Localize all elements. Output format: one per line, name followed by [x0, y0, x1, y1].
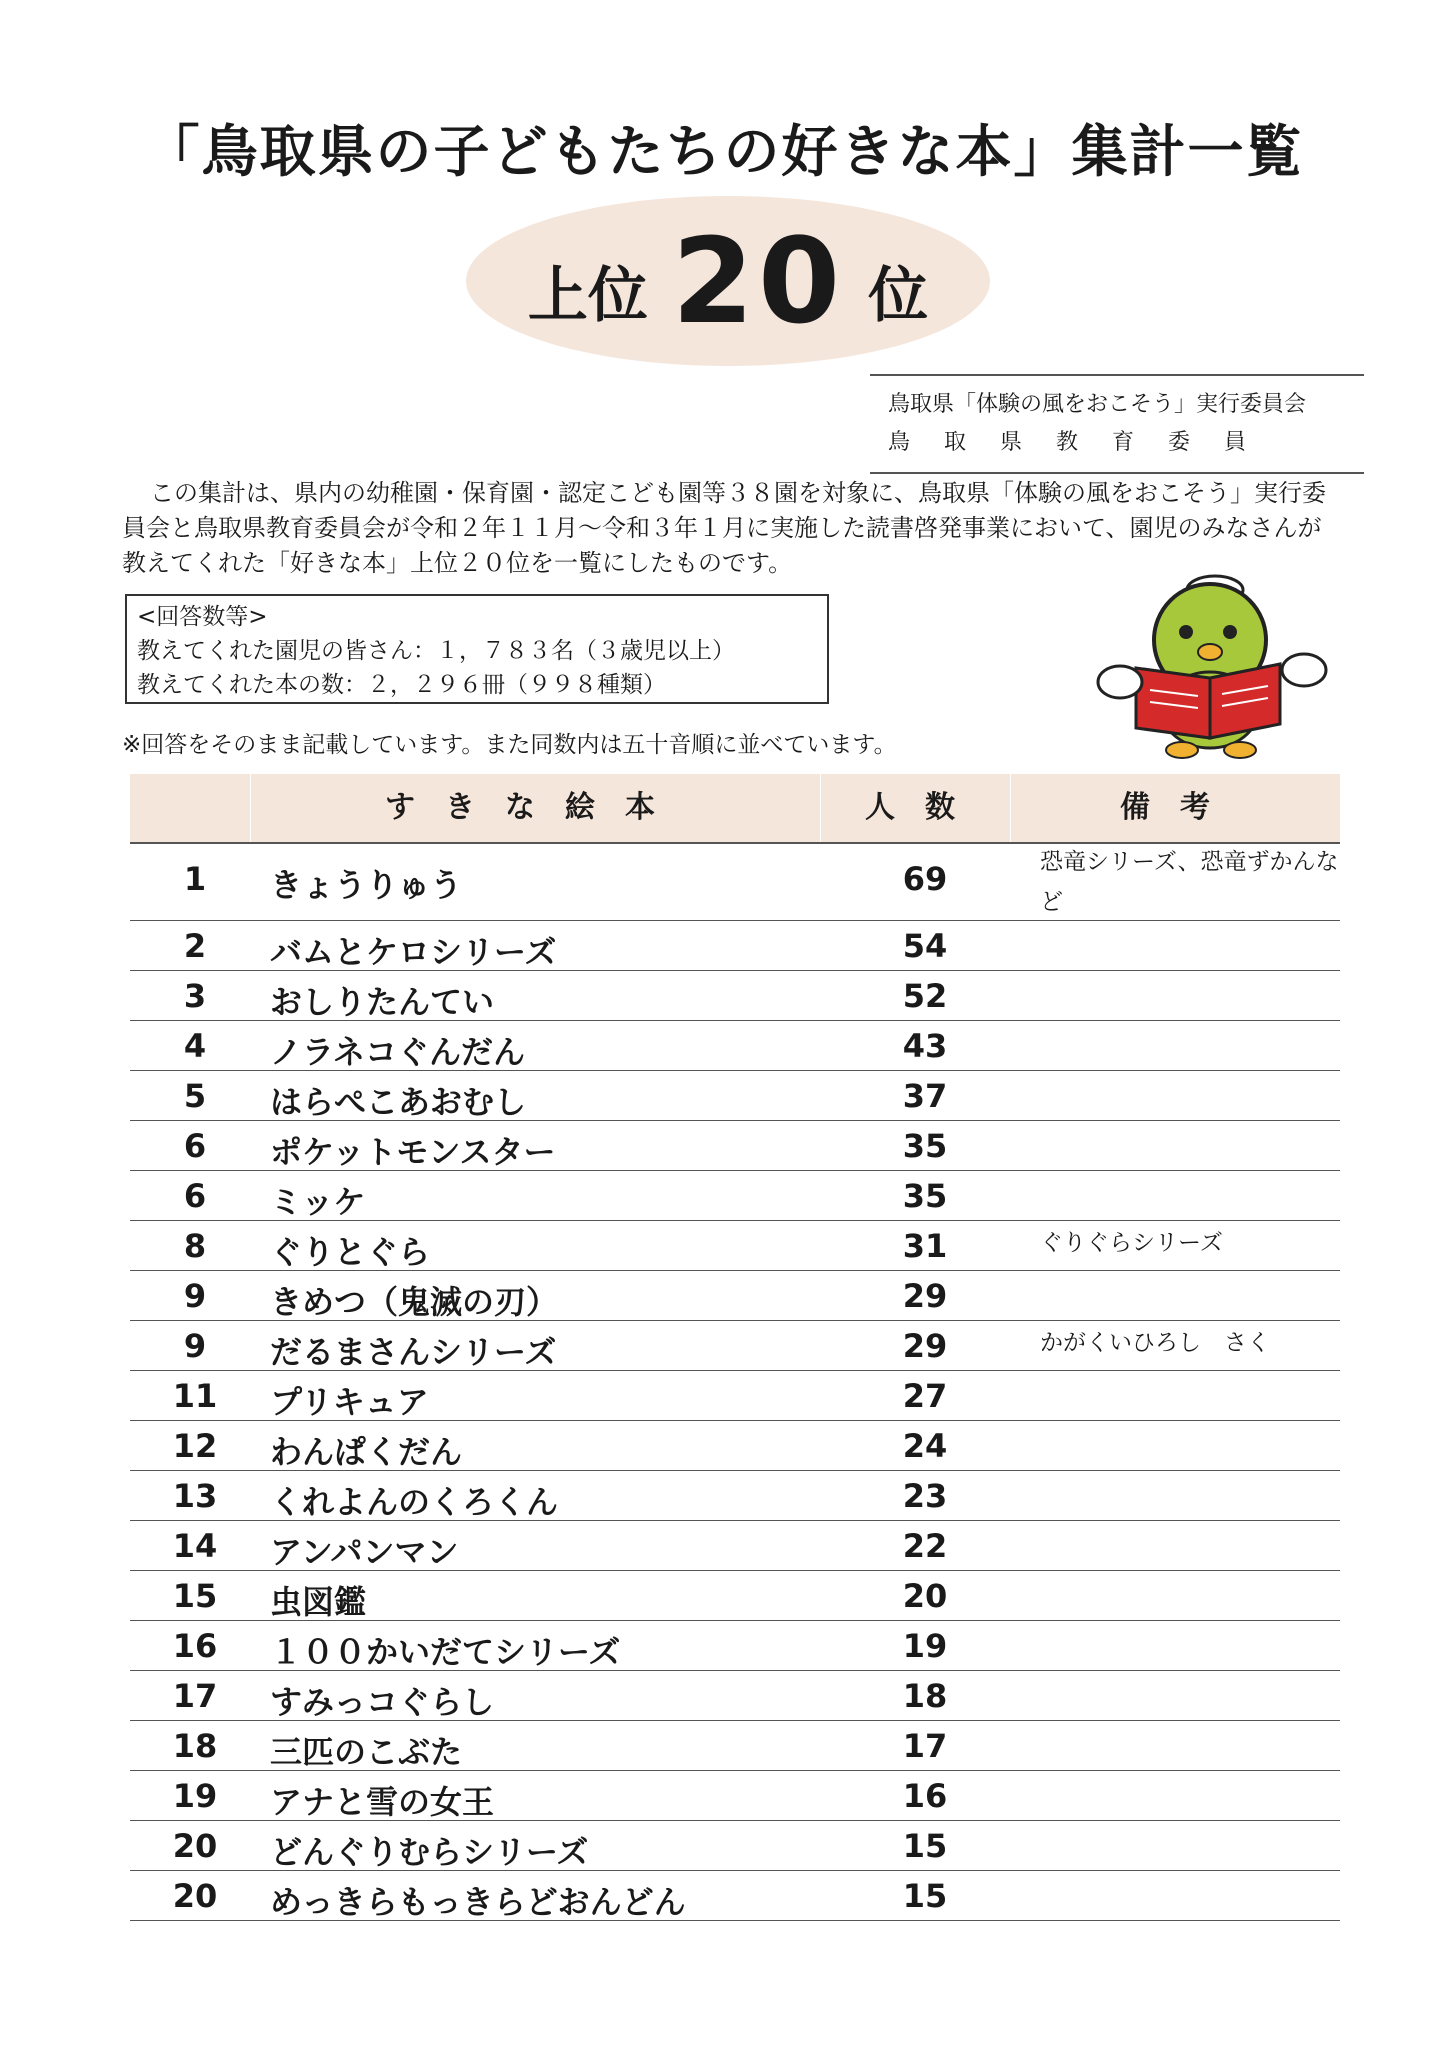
rank-cell: 9 — [183, 1277, 207, 1315]
count-cell: 15 — [902, 1877, 948, 1915]
table-row — [130, 971, 1340, 1021]
rank-cell: 1 — [183, 860, 207, 898]
book-title-cell: アンパンマン — [270, 1533, 459, 1571]
count-cell: 24 — [902, 1427, 948, 1465]
table-row — [130, 1371, 1340, 1421]
rank-cell: 20 — [172, 1827, 218, 1865]
table-row — [130, 1771, 1340, 1821]
table-row — [130, 1571, 1340, 1621]
book-title-cell: ノラネコぐんだん — [270, 1033, 526, 1071]
rank-number: 20 — [671, 212, 845, 350]
count-cell: 20 — [902, 1577, 948, 1615]
table-row — [130, 1121, 1340, 1171]
book-title-cell: わんぱくだん — [270, 1433, 463, 1471]
table-row — [130, 1521, 1340, 1571]
book-title-cell: めっきらもっきらどおんどん — [270, 1883, 686, 1921]
header-divider — [820, 774, 821, 842]
book-title-cell: １００かいだてシリーズ — [270, 1633, 621, 1671]
count-cell: 16 — [902, 1777, 948, 1815]
table-header-row — [130, 774, 1340, 844]
book-title-cell: アナと雪の女王 — [270, 1783, 495, 1821]
count-cell: 37 — [902, 1077, 948, 1115]
count-cell: 29 — [902, 1277, 948, 1315]
page-title: 「鳥取県の子どもたちの好きな本」集計一覧 — [143, 120, 1304, 185]
table-row — [130, 1721, 1340, 1771]
count-cell: 15 — [902, 1827, 948, 1865]
answer-box-heading: <回答数等> — [137, 604, 268, 630]
book-title-cell: きょうりゅう — [270, 866, 463, 904]
rank-cell: 16 — [172, 1627, 218, 1665]
organization-line-2: 鳥取県教育委員 — [888, 430, 1281, 455]
count-cell: 17 — [902, 1727, 948, 1765]
rank-prefix: 上位 — [527, 261, 648, 331]
organization-block — [870, 374, 1364, 474]
book-title-cell: プリキュア — [270, 1383, 429, 1421]
count-cell: 23 — [902, 1477, 948, 1515]
rank-cell: 14 — [172, 1527, 218, 1565]
book-title-cell: ぐりとぐら — [270, 1233, 431, 1271]
table-row — [130, 1021, 1340, 1071]
book-title-cell: すみっコぐらし — [270, 1683, 495, 1721]
rank-cell: 15 — [172, 1577, 218, 1615]
book-title-cell: きめつ（鬼滅の刃） — [270, 1283, 559, 1321]
rank-cell: 18 — [172, 1727, 218, 1765]
rank-cell: 9 — [183, 1327, 207, 1365]
table-row — [130, 1421, 1340, 1471]
rank-cell: 5 — [183, 1077, 207, 1115]
rank-cell: 20 — [172, 1877, 218, 1915]
rank-cell: 12 — [172, 1427, 218, 1465]
book-title-cell: おしりたんてい — [270, 983, 495, 1021]
book-title-cell: はらぺこあおむし — [270, 1083, 527, 1121]
table-row — [130, 1221, 1340, 1271]
book-title-cell: 三匹のこぶた — [270, 1733, 463, 1771]
book-title-cell: ポケットモンスター — [270, 1133, 556, 1171]
rank-cell: 4 — [183, 1027, 207, 1065]
rank-cell: 6 — [183, 1177, 207, 1215]
intro-paragraph: この集計は、県内の幼稚園・保育園・認定こども園等３８園を対象に、鳥取県「体験の風をおこそう」実行委員会と鳥取県教育委員会が令和２年１１月～令和３年１月に実施した読書啓発事業において、園児のみなさんが教えてくれた「好きな本」上位２０位を一覧にしたものです。 — [122, 479, 1326, 577]
remark-cell: 恐竜シリーズ、恐竜ずかんなど — [1040, 849, 1339, 915]
rank-cell: 6 — [183, 1127, 207, 1165]
rank-cell: 2 — [183, 927, 207, 965]
answer-count-box — [125, 594, 829, 704]
table-row — [130, 921, 1340, 971]
table-row — [130, 1871, 1340, 1921]
count-cell: 27 — [902, 1377, 948, 1415]
remark-cell: かがくいひろし さく — [1040, 1330, 1270, 1356]
table-row — [130, 1271, 1340, 1321]
count-cell: 22 — [902, 1527, 948, 1565]
count-cell: 54 — [902, 927, 948, 965]
count-cell: 19 — [902, 1627, 948, 1665]
organization-line-1: 鳥取県「体験の風をおこそう」実行委員会 — [888, 392, 1307, 417]
answer-box-line-1: 教えてくれた園児の皆さん：１，７８３名（３歳児以上） — [137, 638, 735, 664]
table-row — [130, 842, 1340, 921]
book-title-cell: ミッケ — [270, 1183, 366, 1221]
book-title-cell: くれよんのくろくん — [270, 1483, 559, 1521]
answer-box-line-2: 教えてくれた本の数：２，２９６冊（９９８種類） — [137, 672, 666, 698]
rank-cell: 13 — [172, 1477, 218, 1515]
table-row — [130, 1071, 1340, 1121]
book-title-cell: だるまさんシリーズ — [270, 1333, 557, 1371]
rank-cell: 19 — [172, 1777, 218, 1815]
table-row — [130, 1471, 1340, 1521]
mascot-reading-book-icon — [1090, 560, 1330, 760]
rank-cell: 8 — [183, 1227, 207, 1265]
header-remarks: 備考 — [1120, 790, 1240, 825]
book-title-cell: どんぐりむらシリーズ — [270, 1833, 589, 1871]
count-cell: 52 — [902, 977, 948, 1015]
table-row — [130, 1321, 1340, 1371]
count-cell: 18 — [902, 1677, 948, 1715]
remark-cell: ぐりぐらシリーズ — [1040, 1230, 1223, 1256]
count-cell: 43 — [902, 1027, 948, 1065]
note-text: ※回答をそのまま記載しています。また同数内は五十音順に並べています。 — [122, 732, 897, 758]
count-cell: 35 — [902, 1127, 948, 1165]
header-count: 人数 — [865, 790, 985, 825]
table-row — [130, 1621, 1340, 1671]
count-cell: 69 — [902, 860, 948, 898]
count-cell: 35 — [902, 1177, 948, 1215]
rank-cell: 11 — [172, 1377, 218, 1415]
ranking-table-body — [130, 842, 1340, 1921]
rank-cell: 17 — [172, 1677, 218, 1715]
rank-banner — [466, 196, 990, 366]
rank-cell: 3 — [183, 977, 207, 1015]
book-title-cell: 虫図鑑 — [270, 1583, 367, 1621]
table-row — [130, 1821, 1340, 1871]
rank-suffix: 位 — [868, 261, 929, 331]
count-cell: 31 — [902, 1227, 948, 1265]
table-row — [130, 1671, 1340, 1721]
table-row — [130, 1171, 1340, 1221]
header-book: すきな絵本 — [385, 790, 685, 825]
book-title-cell: バムとケロシリーズ — [270, 933, 557, 971]
count-cell: 29 — [902, 1327, 948, 1365]
